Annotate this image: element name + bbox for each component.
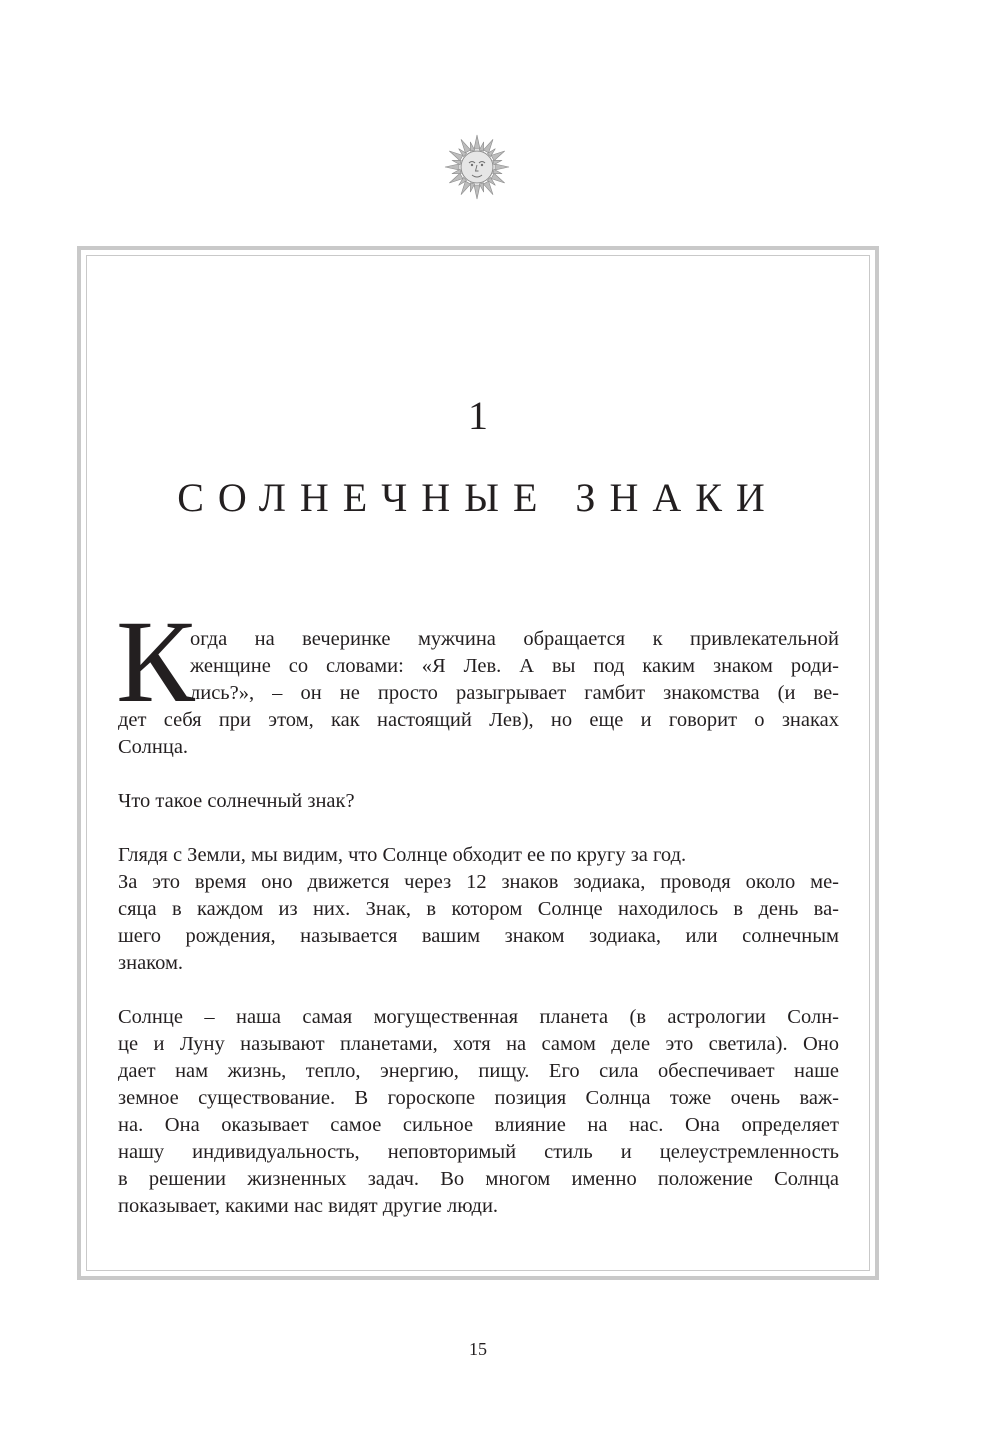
paragraph-line: це и Луну называют планетами, хотя на самом деле это светила). Оно <box>118 1033 839 1055</box>
paragraph-line: в решении жизненных задач. Во многом именно положение Солнца <box>118 1168 839 1190</box>
paragraph-line: лись?», – он не просто разыгрывает гамбит знакомства (и ве- <box>190 682 839 704</box>
paragraph-line: земное существование. В гороскопе позиция Солнца тоже очень важ- <box>118 1087 839 1109</box>
page-number: 15 <box>469 1339 487 1359</box>
paragraph-line: огда на вечеринке мужчина обращается к привлекательной <box>190 628 839 650</box>
paragraph-line: на. Она оказывает самое сильное влияние на нас. Она определяет <box>118 1114 839 1136</box>
paragraph-line: За это время оно движется через 12 знаков зодиака, проводя около ме- <box>118 871 839 893</box>
paragraph-line: Что такое солнечный знак? <box>118 790 355 812</box>
paragraph-line: показывает, какими нас видят другие люди. <box>118 1195 499 1217</box>
drop-cap: К <box>116 596 195 727</box>
paragraph-line: дет себя при этом, как настоящий Лев), но еще и говорит о знаках <box>118 709 839 731</box>
paragraph-line: дает нам жизнь, тепло, энергию, пищу. Его сила обеспечивает наше <box>118 1060 839 1082</box>
paragraph-line: нашу индивидуальность, неповторимый стиль и целеустремленность <box>118 1141 839 1163</box>
chapter-title: СОЛНЕЧНЫЕ ЗНАКИ <box>177 475 779 520</box>
paragraph-line: сяца в каждом из них. Знак, в котором Солнце находилось в день ва- <box>118 898 839 920</box>
paragraph-line: Солнца. <box>118 736 189 758</box>
paragraph-line: женщине со словами: «Я Лев. А вы под каким знаком роди- <box>190 655 839 677</box>
paragraph-line: шего рождения, называется вашим знаком зодиака, или солнечным <box>118 925 839 947</box>
chapter-number: 1 <box>468 393 488 438</box>
sun-face-icon <box>444 134 510 200</box>
paragraph-line: знаком. <box>118 952 184 974</box>
paragraph-line: Солнце – наша самая могущественная планета (в астрологии Солн- <box>118 1006 839 1028</box>
paragraph-line: Глядя с Земли, мы видим, что Солнце обходит ее по кругу за год. <box>118 844 687 866</box>
